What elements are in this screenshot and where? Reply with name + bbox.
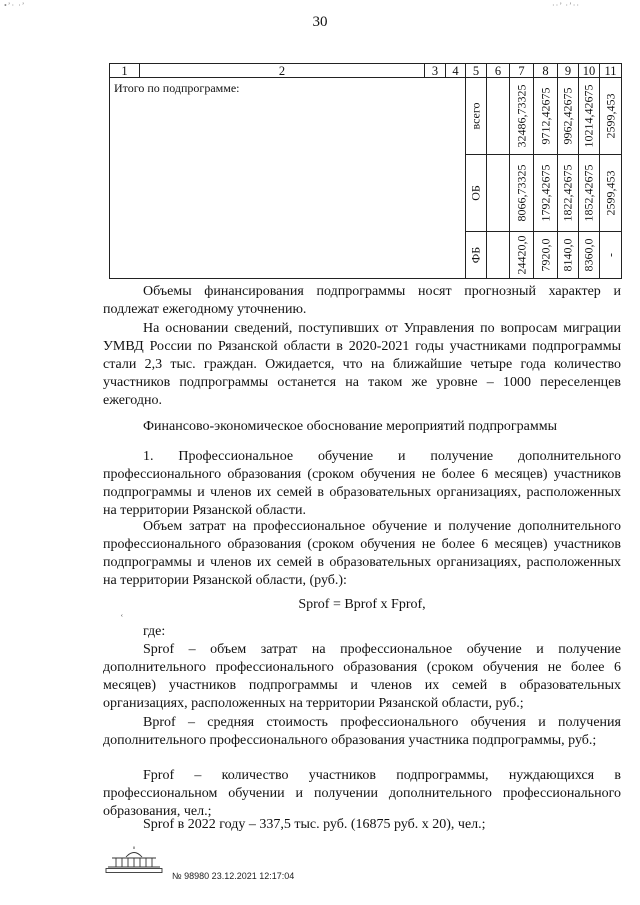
- financing-table: [109, 63, 622, 279]
- paragraph-forecast: Объемы финансирования подпрограммы носят прогнозный характер и подлежат ежегодному уточнению.: [103, 284, 621, 317]
- column-number: 8: [534, 64, 558, 78]
- table-cell: 32486,73325: [514, 84, 528, 148]
- paragraph-participants: На основании сведений, поступивших от Управления по вопросам миграции УМВД России по Рязанской области в 2020-2021 годы участниками подпрограммы стали 2,3 тыс. граждан. Ожидается, что на ближайшие четыре года количество участников подпрограммы останется на таком же уровне – 1000 переселенцев ежегодно.: [103, 321, 621, 408]
- funding-source-label: ФБ: [468, 246, 483, 264]
- table-cell: 7920,0: [538, 238, 552, 272]
- scan-tick-mark: ʿ: [120, 613, 124, 625]
- column-number: 6: [487, 64, 510, 78]
- building-logo-icon: [104, 846, 164, 879]
- column-number: 3: [425, 64, 446, 78]
- table-cell: -: [603, 253, 617, 257]
- funding-source-label: ОБ: [468, 185, 483, 201]
- column-number: 7: [510, 64, 534, 78]
- table-cell: 1822,42675: [560, 164, 575, 222]
- sprof-2022: Sprof в 2022 году – 337,5 тыс. руб. (16875 руб. х 20), чел.;: [143, 817, 486, 832]
- table-header-row: [110, 64, 622, 78]
- definition-bprof: Bprof – средняя стоимость профессионального обучения и получения дополнительного профессионального образования участника подпрограммы, руб.;: [103, 715, 621, 748]
- formula: Sprof = Bprof x Fprof,: [298, 597, 426, 612]
- column-number: 1: [110, 64, 140, 78]
- column-number: 9: [558, 64, 579, 78]
- table-row: [110, 78, 622, 155]
- table-cell: 8066,73325: [514, 164, 528, 222]
- table-cell: 8140,0: [560, 238, 575, 272]
- registration-stamp: № 98980 23.12.2021 12:17:04: [172, 871, 295, 881]
- paragraph-cost-volume: Объем затрат на профессиональное обучение и получение дополнительного профессионального образования (сроком обучения не более 6 месяцев) участников подпрограммы и членов их семей в образовательных организациях, расположенных на территории Рязанской области, (руб.):: [103, 519, 621, 588]
- column-number: 2: [140, 64, 425, 78]
- table-cell: 24420,0: [514, 235, 528, 275]
- column-number: 10: [579, 64, 600, 78]
- table-cell: 9712,42675: [538, 87, 552, 145]
- corner-scan-mark-right: ··’ ·’··: [552, 1, 581, 10]
- column-number: 11: [600, 64, 622, 78]
- page-number: 30: [312, 14, 328, 30]
- table-cell: 10214,42675: [581, 84, 596, 148]
- section-heading: Финансово-экономическое обоснование мероприятий подпрограммы: [143, 419, 558, 434]
- column-number: 5: [466, 64, 487, 78]
- row-label-total: Итого по подпрограмме:: [110, 78, 466, 279]
- paragraph-item-1: 1. Профессиональное обучение и получение дополнительного профессионального образования (сроком обучения не более 6 месяцев) участников подпрограммы и членов их семей в образовательных организациях, расположенных на территории Рязанской области.: [103, 449, 621, 518]
- table-cell: 1852,42675: [581, 164, 596, 222]
- funding-source-label: всего: [468, 102, 483, 130]
- column-number: 4: [446, 64, 466, 78]
- table-cell: 2599,453: [603, 93, 617, 139]
- definition-fprof: Fprof – количество участников подпрограммы, нуждающихся в профессиональном обучении и получении дополнительного профессионального образования, чел.;: [103, 768, 621, 819]
- table-cell: 1792,42675: [538, 164, 552, 222]
- definition-sprof: Sprof – объем затрат на профессиональное обучение и получение дополнительного профессионального образования (сроком обучения не более 6 месяцев) участников подпрограммы и членов их семей в образовательных организациях, расположенных на территории Рязанской области, руб.;: [103, 642, 621, 711]
- table-cell: 9962,42675: [560, 87, 575, 145]
- table-cell: 8360,0: [581, 238, 596, 272]
- table-cell: 2599,453: [603, 170, 617, 216]
- corner-scan-mark-left: •’· ·’: [4, 1, 26, 10]
- where-label: где:: [143, 624, 166, 639]
